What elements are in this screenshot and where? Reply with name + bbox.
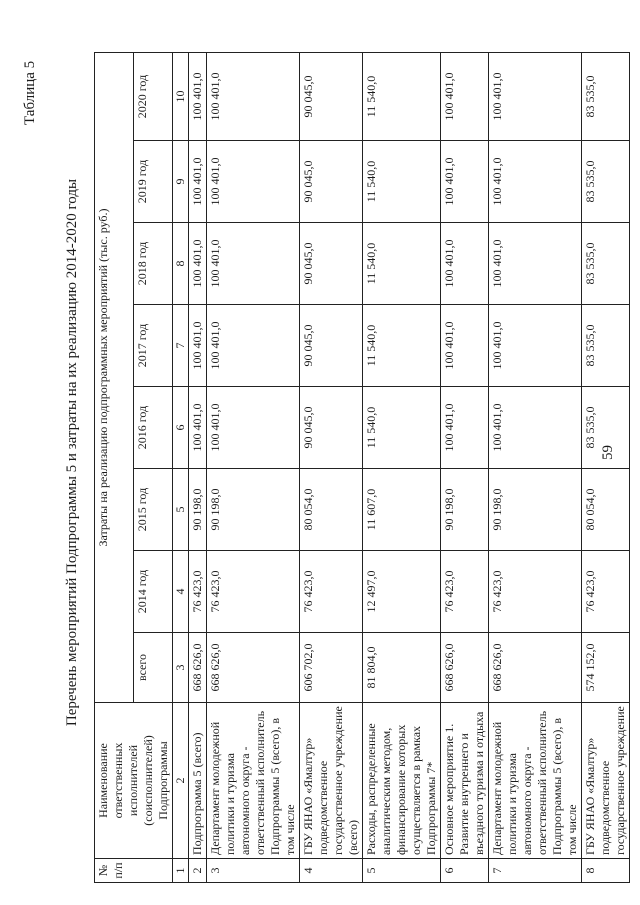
cell-year-value: 100 401,0 [207, 223, 300, 305]
row-number: 6 [441, 859, 489, 883]
cell-year-value: 100 401,0 [489, 141, 582, 223]
table-row [489, 53, 582, 883]
column-number: 9 [173, 141, 189, 223]
column-number: 7 [173, 305, 189, 387]
cell-year-value: 100 401,0 [489, 387, 582, 469]
cell-year-value: 90 198,0 [441, 469, 489, 551]
cell-year-value: 76 423,0 [189, 551, 207, 633]
row-number: 3 [207, 859, 300, 883]
header-number: № п/п [95, 859, 173, 883]
column-number-row [173, 53, 189, 883]
cell-year-value: 11 607,0 [363, 469, 441, 551]
cell-total: 668 626,0 [489, 633, 582, 703]
cell-year-value: 11 540,0 [363, 305, 441, 387]
cell-year-value: 100 401,0 [207, 53, 300, 141]
cell-total: 81 804,0 [363, 633, 441, 703]
column-number: 3 [173, 633, 189, 703]
cell-year-value: 83 535,0 [582, 387, 630, 469]
cell-total: 668 626,0 [189, 633, 207, 703]
cell-year-value: 100 401,0 [189, 141, 207, 223]
header-total: всего [134, 633, 173, 703]
row-number: 2 [189, 859, 207, 883]
cell-year-value: 90 045,0 [300, 223, 363, 305]
cell-total: 668 626,0 [207, 633, 300, 703]
costs-table [94, 52, 630, 883]
column-number: 2 [173, 703, 189, 859]
table-body [173, 53, 630, 883]
cell-year-value: 11 540,0 [363, 223, 441, 305]
cell-year-value: 76 423,0 [300, 551, 363, 633]
row-number: 4 [300, 859, 363, 883]
header-costs-group: Затраты на реализацию подпрограммных мероприятий (тыс. руб.) [95, 53, 134, 703]
cell-total: 606 702,0 [300, 633, 363, 703]
row-name: ГБУ ЯНАО «Ямалтур» подведомственное государственное учреждение [582, 703, 630, 859]
cell-year-value: 83 535,0 [582, 141, 630, 223]
column-number: 4 [173, 551, 189, 633]
header-year: 2019 год [134, 141, 173, 223]
table-row [300, 53, 363, 883]
column-number: 8 [173, 223, 189, 305]
cell-total: 574 152,0 [582, 633, 630, 703]
column-number: 5 [173, 469, 189, 551]
cell-year-value: 100 401,0 [207, 305, 300, 387]
row-number: 7 [489, 859, 582, 883]
cell-year-value: 100 401,0 [207, 141, 300, 223]
row-name: ГБУ ЯНАО «Ямалтур» подведомственное государственное учреждение (всего) [300, 703, 363, 859]
row-name: Департамент молодежной политики и туризма автономного округа - ответственный исполнитель Подпрограммы 5 (всего), в том числе [489, 703, 582, 859]
cell-year-value: 11 540,0 [363, 141, 441, 223]
header-row-top [95, 53, 134, 883]
cell-year-value: 100 401,0 [441, 305, 489, 387]
cell-year-value: 90 045,0 [300, 141, 363, 223]
header-year: 2017 год [134, 305, 173, 387]
cell-year-value: 11 540,0 [363, 387, 441, 469]
row-name: Расходы, распределенные аналитическим методом, финансирование которых осуществляется в рамках Подпрограммы 7* [363, 703, 441, 859]
cell-year-value: 76 423,0 [582, 551, 630, 633]
cell-year-value: 90 198,0 [489, 469, 582, 551]
table-row [207, 53, 300, 883]
table-row [441, 53, 489, 883]
cell-year-value: 100 401,0 [189, 53, 207, 141]
cell-year-value: 100 401,0 [489, 53, 582, 141]
cell-year-value: 83 535,0 [582, 305, 630, 387]
cell-year-value: 90 045,0 [300, 387, 363, 469]
row-name: Департамент молодежной политики и туризма автономного округа - ответственный исполнитель Подпрограммы 5 (всего), в том числе [207, 703, 300, 859]
row-name: Подпрограмма 5 (всего) [189, 703, 207, 859]
header-year: 2020 год [134, 53, 173, 141]
cell-year-value: 12 497,0 [363, 551, 441, 633]
cell-year-value: 100 401,0 [441, 141, 489, 223]
cell-year-value: 100 401,0 [207, 387, 300, 469]
cell-year-value: 90 045,0 [300, 53, 363, 141]
header-year: 2018 год [134, 223, 173, 305]
cell-year-value: 100 401,0 [189, 305, 207, 387]
document-title: Перечень мероприятий Подпрограммы 5 и затраты на их реализацию 2014-2020 годы [64, 178, 80, 727]
cell-year-value: 90 198,0 [189, 469, 207, 551]
cell-year-value: 80 054,0 [582, 469, 630, 551]
table-row [363, 53, 441, 883]
column-number: 1 [173, 859, 189, 883]
cell-year-value: 90 198,0 [207, 469, 300, 551]
cell-year-value: 83 535,0 [582, 223, 630, 305]
cell-year-value: 80 054,0 [300, 469, 363, 551]
cell-year-value: 83 535,0 [582, 53, 630, 141]
row-number: 5 [363, 859, 441, 883]
header-year: 2015 год [134, 469, 173, 551]
header-name: Наименование ответственных исполнителей (соисполнителей) Подпрограммы [95, 703, 173, 859]
cell-year-value: 76 423,0 [441, 551, 489, 633]
cell-year-value: 11 540,0 [363, 53, 441, 141]
cell-year-value: 100 401,0 [441, 53, 489, 141]
header-year: 2016 год [134, 387, 173, 469]
table-row [189, 53, 207, 883]
cell-year-value: 100 401,0 [489, 305, 582, 387]
cell-total: 668 626,0 [441, 633, 489, 703]
cell-year-value: 76 423,0 [207, 551, 300, 633]
cell-year-value: 100 401,0 [489, 223, 582, 305]
cell-year-value: 100 401,0 [441, 223, 489, 305]
cell-year-value: 100 401,0 [189, 223, 207, 305]
row-name: Основное мероприятие 1. Развитие внутреннего и въездного туризма и отдыха [441, 703, 489, 859]
row-number: 8 [582, 859, 630, 883]
cell-year-value: 76 423,0 [489, 551, 582, 633]
page-number: 59 [600, 445, 616, 460]
cell-year-value: 100 401,0 [441, 387, 489, 469]
header-year: 2014 год [134, 551, 173, 633]
cell-year-value: 100 401,0 [189, 387, 207, 469]
column-number: 10 [173, 53, 189, 141]
table-label: Таблица 5 [22, 60, 38, 125]
cell-year-value: 90 045,0 [300, 305, 363, 387]
column-number: 6 [173, 387, 189, 469]
